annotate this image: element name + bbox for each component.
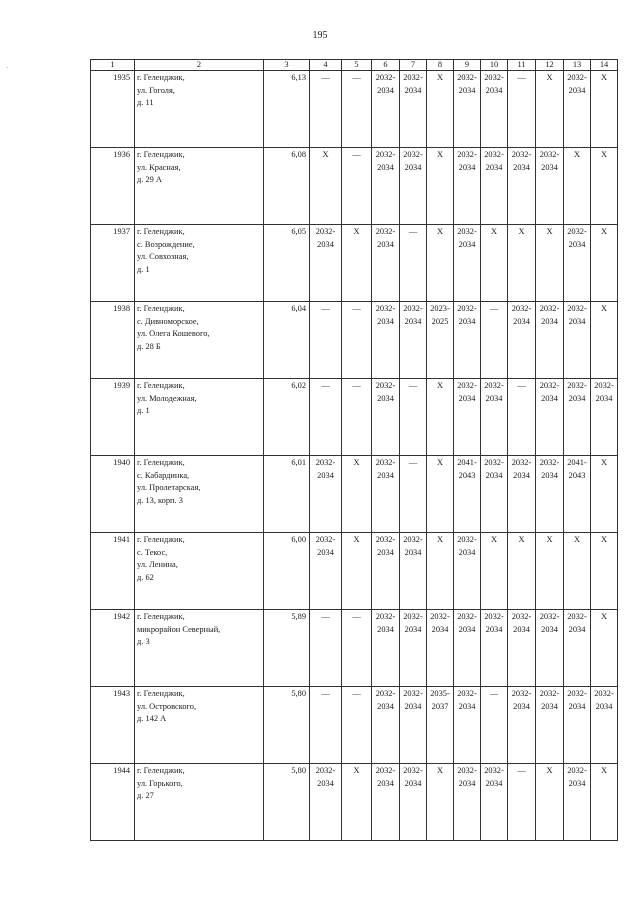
value-cell: 6,02: [264, 379, 310, 456]
period-cell-col-9: 2032-2034: [454, 225, 481, 302]
table-row: [91, 533, 618, 610]
period-cell-col-12: X: [536, 764, 564, 841]
period-cell-col-5: —: [342, 302, 372, 379]
address-line: г. Геленджик,: [137, 458, 185, 467]
period-cell-col-6: 2032-2034: [372, 225, 400, 302]
address-cell: [135, 764, 264, 841]
period-cell-col-9: 2032-2034: [454, 71, 481, 148]
page-number: 195: [312, 30, 328, 41]
row-number: 1941: [91, 533, 135, 610]
address-line: ул. Совхозная,: [137, 252, 189, 261]
address-line: микрорайон Северный,: [137, 624, 221, 634]
register-table: [90, 59, 618, 841]
row-number: 1935: [91, 71, 135, 148]
value-cell: 5,89: [264, 610, 310, 687]
period-cell-col-12: 2032-2034: [536, 687, 564, 764]
period-cell-col-6: 2032-2034: [372, 71, 400, 148]
period-cell-col-11: 2032-2034: [508, 610, 536, 687]
period-cell-col-14: X: [591, 610, 618, 687]
column-header-9: 9: [454, 60, 481, 71]
period-cell-col-10: 2032-2034: [481, 610, 508, 687]
period-cell-col-5: X: [342, 456, 372, 533]
table-row: [91, 610, 618, 687]
period-cell-col-11: 2032-2034: [508, 687, 536, 764]
period-cell-col-4: 2032-2034: [310, 225, 342, 302]
period-cell-col-8: X: [427, 379, 454, 456]
row-number: 1937: [91, 225, 135, 302]
period-cell-col-10: 2032-2034: [481, 764, 508, 841]
address-cell: [135, 610, 264, 687]
period-cell-col-12: 2032-2034: [536, 148, 564, 225]
period-cell-col-10: 2032-2034: [481, 379, 508, 456]
value-cell: 6,00: [264, 533, 310, 610]
address-line: с. Текос,: [137, 547, 168, 557]
address-line: ул. Пролетарская,: [137, 483, 201, 492]
address-cell: [135, 148, 264, 225]
row-number: 1944: [91, 764, 135, 841]
period-cell-col-5: —: [342, 71, 372, 148]
period-cell-col-4: —: [310, 610, 342, 687]
address-line: г. Геленджик,: [137, 689, 185, 698]
period-cell-col-4: 2032-2034: [310, 764, 342, 841]
period-cell-col-4: 2032-2034: [310, 533, 342, 610]
period-cell-col-7: 2032-2034: [400, 148, 427, 225]
period-cell-col-4: X: [310, 148, 342, 225]
period-cell-col-7: —: [400, 456, 427, 533]
address-line: д. 3: [137, 637, 150, 646]
period-cell-col-11: 2032-2034: [508, 148, 536, 225]
address-line: ул. Красная,: [137, 162, 181, 172]
period-cell-col-10: 2032-2034: [481, 71, 508, 148]
address-line: д. 1: [137, 406, 150, 415]
period-cell-col-12: X: [536, 225, 564, 302]
period-cell-col-7: 2032-2034: [400, 533, 427, 610]
period-cell-col-11: 2032-2034: [508, 302, 536, 379]
period-cell-col-4: —: [310, 687, 342, 764]
period-cell-col-10: 2032-2034: [481, 456, 508, 533]
period-cell-col-11: X: [508, 533, 536, 610]
address-line: г. Геленджик,: [137, 304, 185, 313]
address-line: д. 62: [137, 572, 154, 582]
period-cell-col-5: —: [342, 610, 372, 687]
address-line: д. 29 А: [137, 175, 162, 184]
address-line: ул. Молодежная,: [137, 393, 197, 403]
address-line: г. Геленджик,: [137, 535, 185, 544]
period-cell-col-14: X: [591, 302, 618, 379]
period-cell-col-9: 2032-2034: [454, 764, 481, 841]
column-header-7: 7: [400, 60, 427, 71]
period-cell-col-14: X: [591, 533, 618, 610]
address-line: с. Дивноморское,: [137, 316, 199, 326]
period-cell-col-9: 2032-2034: [454, 302, 481, 379]
period-cell-col-8: X: [427, 148, 454, 225]
period-cell-col-7: —: [400, 379, 427, 456]
row-number: 1938: [91, 302, 135, 379]
value-cell: 6,13: [264, 71, 310, 148]
address-line: д. 142 А: [137, 714, 167, 723]
period-cell-col-4: —: [310, 302, 342, 379]
period-cell-col-4: —: [310, 379, 342, 456]
period-cell-col-12: X: [536, 71, 564, 148]
period-cell-col-5: —: [342, 379, 372, 456]
period-cell-col-8: X: [427, 533, 454, 610]
value-cell: 5,80: [264, 687, 310, 764]
period-cell-col-4: 2032-2034: [310, 456, 342, 533]
period-cell-col-7: 2032-2034: [400, 687, 427, 764]
period-cell-col-8: 2035-2037: [427, 687, 454, 764]
address-cell: [135, 533, 264, 610]
table-row: [91, 302, 618, 379]
period-cell-col-10: X: [481, 533, 508, 610]
period-cell-col-8: X: [427, 456, 454, 533]
address-cell: [135, 687, 264, 764]
period-cell-col-10: —: [481, 687, 508, 764]
period-cell-col-11: —: [508, 71, 536, 148]
period-cell-col-11: X: [508, 225, 536, 302]
period-cell-col-14: X: [591, 764, 618, 841]
period-cell-col-14: X: [591, 148, 618, 225]
period-cell-col-7: 2032-2034: [400, 610, 427, 687]
period-cell-col-7: 2032-2034: [400, 71, 427, 148]
address-cell: [135, 225, 264, 302]
period-cell-col-7: 2032-2034: [400, 764, 427, 841]
table-row: [91, 764, 618, 841]
period-cell-col-7: —: [400, 225, 427, 302]
period-cell-col-11: —: [508, 379, 536, 456]
period-cell-col-6: 2032-2034: [372, 379, 400, 456]
period-cell-col-13: 2032-2034: [564, 764, 591, 841]
address-line: д. 28 Б: [137, 341, 161, 351]
table-row: [91, 225, 618, 302]
address-line: ул. Гоголя,: [137, 85, 175, 95]
address-line: с. Возрождение,: [137, 239, 195, 249]
value-cell: 5,80: [264, 764, 310, 841]
period-cell-col-12: 2032-2034: [536, 379, 564, 456]
register-table-container: [90, 59, 618, 841]
address-line: с. Кабардинка,: [137, 470, 190, 480]
column-header-5: 5: [342, 60, 372, 71]
address-line: г. Геленджик,: [137, 612, 185, 621]
period-cell-col-9: 2032-2034: [454, 610, 481, 687]
address-line: г. Геленджик,: [137, 381, 185, 390]
period-cell-col-7: 2032-2034: [400, 302, 427, 379]
period-cell-col-5: —: [342, 148, 372, 225]
address-cell: [135, 456, 264, 533]
period-cell-col-13: 2032-2034: [564, 225, 591, 302]
period-cell-col-9: 2032-2034: [454, 148, 481, 225]
header-row: [91, 60, 618, 71]
address-line: г. Геленджик,: [137, 227, 185, 236]
period-cell-col-9: 2041-2043: [454, 456, 481, 533]
address-line: ул. Островского,: [137, 701, 197, 711]
period-cell-col-8: X: [427, 225, 454, 302]
column-header-11: 11: [508, 60, 536, 71]
period-cell-col-11: 2032-2034: [508, 456, 536, 533]
value-cell: 6,04: [264, 302, 310, 379]
value-cell: 6,01: [264, 456, 310, 533]
period-cell-col-5: X: [342, 764, 372, 841]
column-header-2: 2: [135, 60, 264, 71]
table-row: [91, 148, 618, 225]
table-row: [91, 379, 618, 456]
column-header-4: 4: [310, 60, 342, 71]
address-line: г. Геленджик,: [137, 150, 185, 159]
column-header-13: 13: [564, 60, 591, 71]
period-cell-col-13: 2032-2034: [564, 687, 591, 764]
address-line: ул. Ленина,: [137, 560, 178, 569]
address-line: д. 11: [137, 98, 154, 107]
period-cell-col-9: 2032-2034: [454, 533, 481, 610]
period-cell-col-4: —: [310, 71, 342, 148]
address-line: г. Геленджик,: [137, 766, 185, 775]
period-cell-col-13: 2041-2043: [564, 456, 591, 533]
period-cell-col-12: 2032-2034: [536, 302, 564, 379]
period-cell-col-5: —: [342, 687, 372, 764]
period-cell-col-8: 2023-2025: [427, 302, 454, 379]
period-cell-col-14: 2032-2034: [591, 379, 618, 456]
address-line: д. 13, корп. 3: [137, 495, 183, 505]
period-cell-col-13: X: [564, 148, 591, 225]
period-cell-col-14: X: [591, 456, 618, 533]
row-number: 1940: [91, 456, 135, 533]
row-number: 1943: [91, 687, 135, 764]
period-cell-col-6: 2032-2034: [372, 456, 400, 533]
period-cell-col-6: 2032-2034: [372, 764, 400, 841]
column-header-3: 3: [264, 60, 310, 71]
period-cell-col-6: 2032-2034: [372, 687, 400, 764]
period-cell-col-8: 2032-2034: [427, 610, 454, 687]
period-cell-col-13: 2032-2034: [564, 610, 591, 687]
column-header-12: 12: [536, 60, 564, 71]
address-line: д. 1: [137, 264, 150, 274]
period-cell-col-6: 2032-2034: [372, 148, 400, 225]
column-header-8: 8: [427, 60, 454, 71]
address-cell: [135, 379, 264, 456]
period-cell-col-14: X: [591, 225, 618, 302]
period-cell-col-10: —: [481, 302, 508, 379]
period-cell-col-8: X: [427, 71, 454, 148]
column-header-6: 6: [372, 60, 400, 71]
period-cell-col-13: 2032-2034: [564, 379, 591, 456]
period-cell-col-6: 2032-2034: [372, 302, 400, 379]
address-line: ул. Олега Кошевого,: [137, 329, 210, 338]
value-cell: 6,08: [264, 148, 310, 225]
period-cell-col-12: X: [536, 533, 564, 610]
row-number: 1942: [91, 610, 135, 687]
period-cell-col-14: X: [591, 71, 618, 148]
table-body: [91, 71, 618, 841]
table-row: [91, 71, 618, 148]
period-cell-col-9: 2032-2034: [454, 379, 481, 456]
row-number: 1936: [91, 148, 135, 225]
period-cell-col-12: 2032-2034: [536, 456, 564, 533]
value-cell: 6,05: [264, 225, 310, 302]
period-cell-col-6: 2032-2034: [372, 610, 400, 687]
column-header-10: 10: [481, 60, 508, 71]
period-cell-col-13: X: [564, 533, 591, 610]
address-line: д. 27: [137, 791, 154, 800]
table-row: [91, 456, 618, 533]
address-line: г. Геленджик,: [137, 73, 185, 82]
period-cell-col-14: 2032-2034: [591, 687, 618, 764]
margin-mark: ·: [6, 64, 9, 72]
period-cell-col-10: 2032-2034: [481, 148, 508, 225]
column-header-14: 14: [591, 60, 618, 71]
row-number: 1939: [91, 379, 135, 456]
column-header-1: 1: [91, 60, 135, 71]
period-cell-col-12: 2032-2034: [536, 610, 564, 687]
period-cell-col-9: 2032-2034: [454, 687, 481, 764]
period-cell-col-8: X: [427, 764, 454, 841]
period-cell-col-5: X: [342, 225, 372, 302]
address-line: ул. Горького,: [137, 778, 183, 788]
address-cell: [135, 71, 264, 148]
period-cell-col-5: X: [342, 533, 372, 610]
period-cell-col-10: X: [481, 225, 508, 302]
table-header: [91, 60, 618, 71]
address-cell: [135, 302, 264, 379]
period-cell-col-13: 2032-2034: [564, 302, 591, 379]
period-cell-col-11: —: [508, 764, 536, 841]
period-cell-col-6: 2032-2034: [372, 533, 400, 610]
period-cell-col-13: 2032-2034: [564, 71, 591, 148]
table-row: [91, 687, 618, 764]
